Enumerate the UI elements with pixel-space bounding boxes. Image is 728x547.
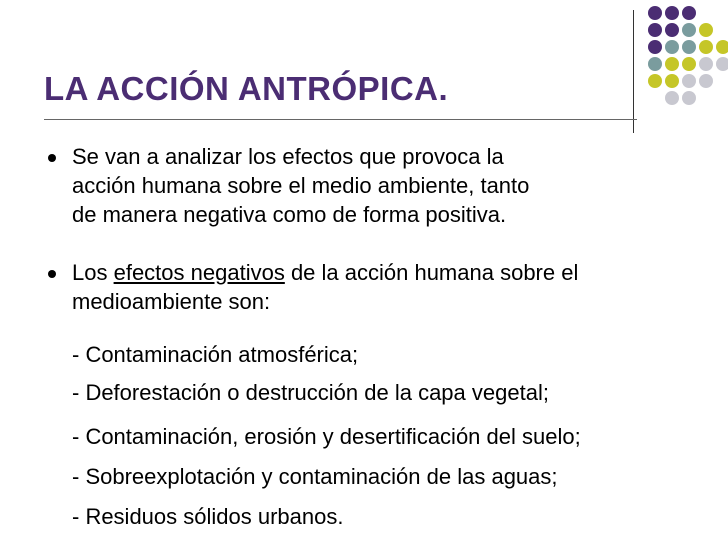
bullet-1-line-2: acción humana sobre el medio ambiente, tanto — [72, 173, 530, 198]
vertical-divider — [633, 10, 634, 133]
dot-purple — [665, 6, 679, 20]
dot-gray — [699, 57, 713, 71]
dot-olive — [682, 57, 696, 71]
dot-gray — [682, 74, 696, 88]
dot-purple — [648, 6, 662, 20]
bullet-2-text — [72, 258, 578, 316]
list-item: - Contaminación atmosférica; — [72, 342, 359, 367]
list-item: - Residuos sólidos urbanos. — [72, 504, 344, 529]
bullet-2-underlined: efectos negativos — [113, 260, 285, 285]
dot-gray — [699, 74, 713, 88]
dot-teal — [682, 23, 696, 37]
dot-gray — [716, 57, 728, 71]
list-item: - Contaminación, erosión y desertificación del suelo; — [72, 424, 581, 449]
dot-gray — [665, 91, 679, 105]
dot-olive — [648, 74, 662, 88]
bullet-2-suffix: de la acción humana sobre el — [284, 260, 579, 285]
bullet-icon — [48, 270, 56, 278]
list-item: - Deforestación o destrucción de la capa vegetal; — [72, 380, 549, 405]
slide-title: LA ACCIÓN ANTRÓPICA. — [44, 70, 449, 107]
dot-teal — [682, 40, 696, 54]
bullet-1-text — [72, 142, 529, 229]
list-item: - Sobreexplotación y contaminación de las aguas; — [72, 464, 558, 489]
dot-purple — [665, 23, 679, 37]
bullet-1-line-3: de manera negativa como de forma positiva. — [72, 202, 507, 227]
dot-olive — [699, 23, 713, 37]
dot-olive — [716, 40, 728, 54]
dot-purple — [648, 40, 662, 54]
dot-olive — [699, 40, 713, 54]
title-underline — [44, 119, 637, 120]
dot-purple — [682, 6, 696, 20]
bullet-2-line-1 — [72, 258, 578, 287]
bullet-2-line-2: medioambiente son: — [72, 289, 271, 314]
dot-teal — [665, 40, 679, 54]
dot-purple — [648, 23, 662, 37]
dot-olive — [665, 74, 679, 88]
dot-teal — [648, 57, 662, 71]
bullet-icon — [48, 154, 56, 162]
bullet-1-line-1: Se van a analizar los efectos que provoca la — [72, 144, 504, 169]
dot-olive — [665, 57, 679, 71]
bullet-2-prefix: Los — [72, 260, 114, 285]
dot-gray — [682, 91, 696, 105]
